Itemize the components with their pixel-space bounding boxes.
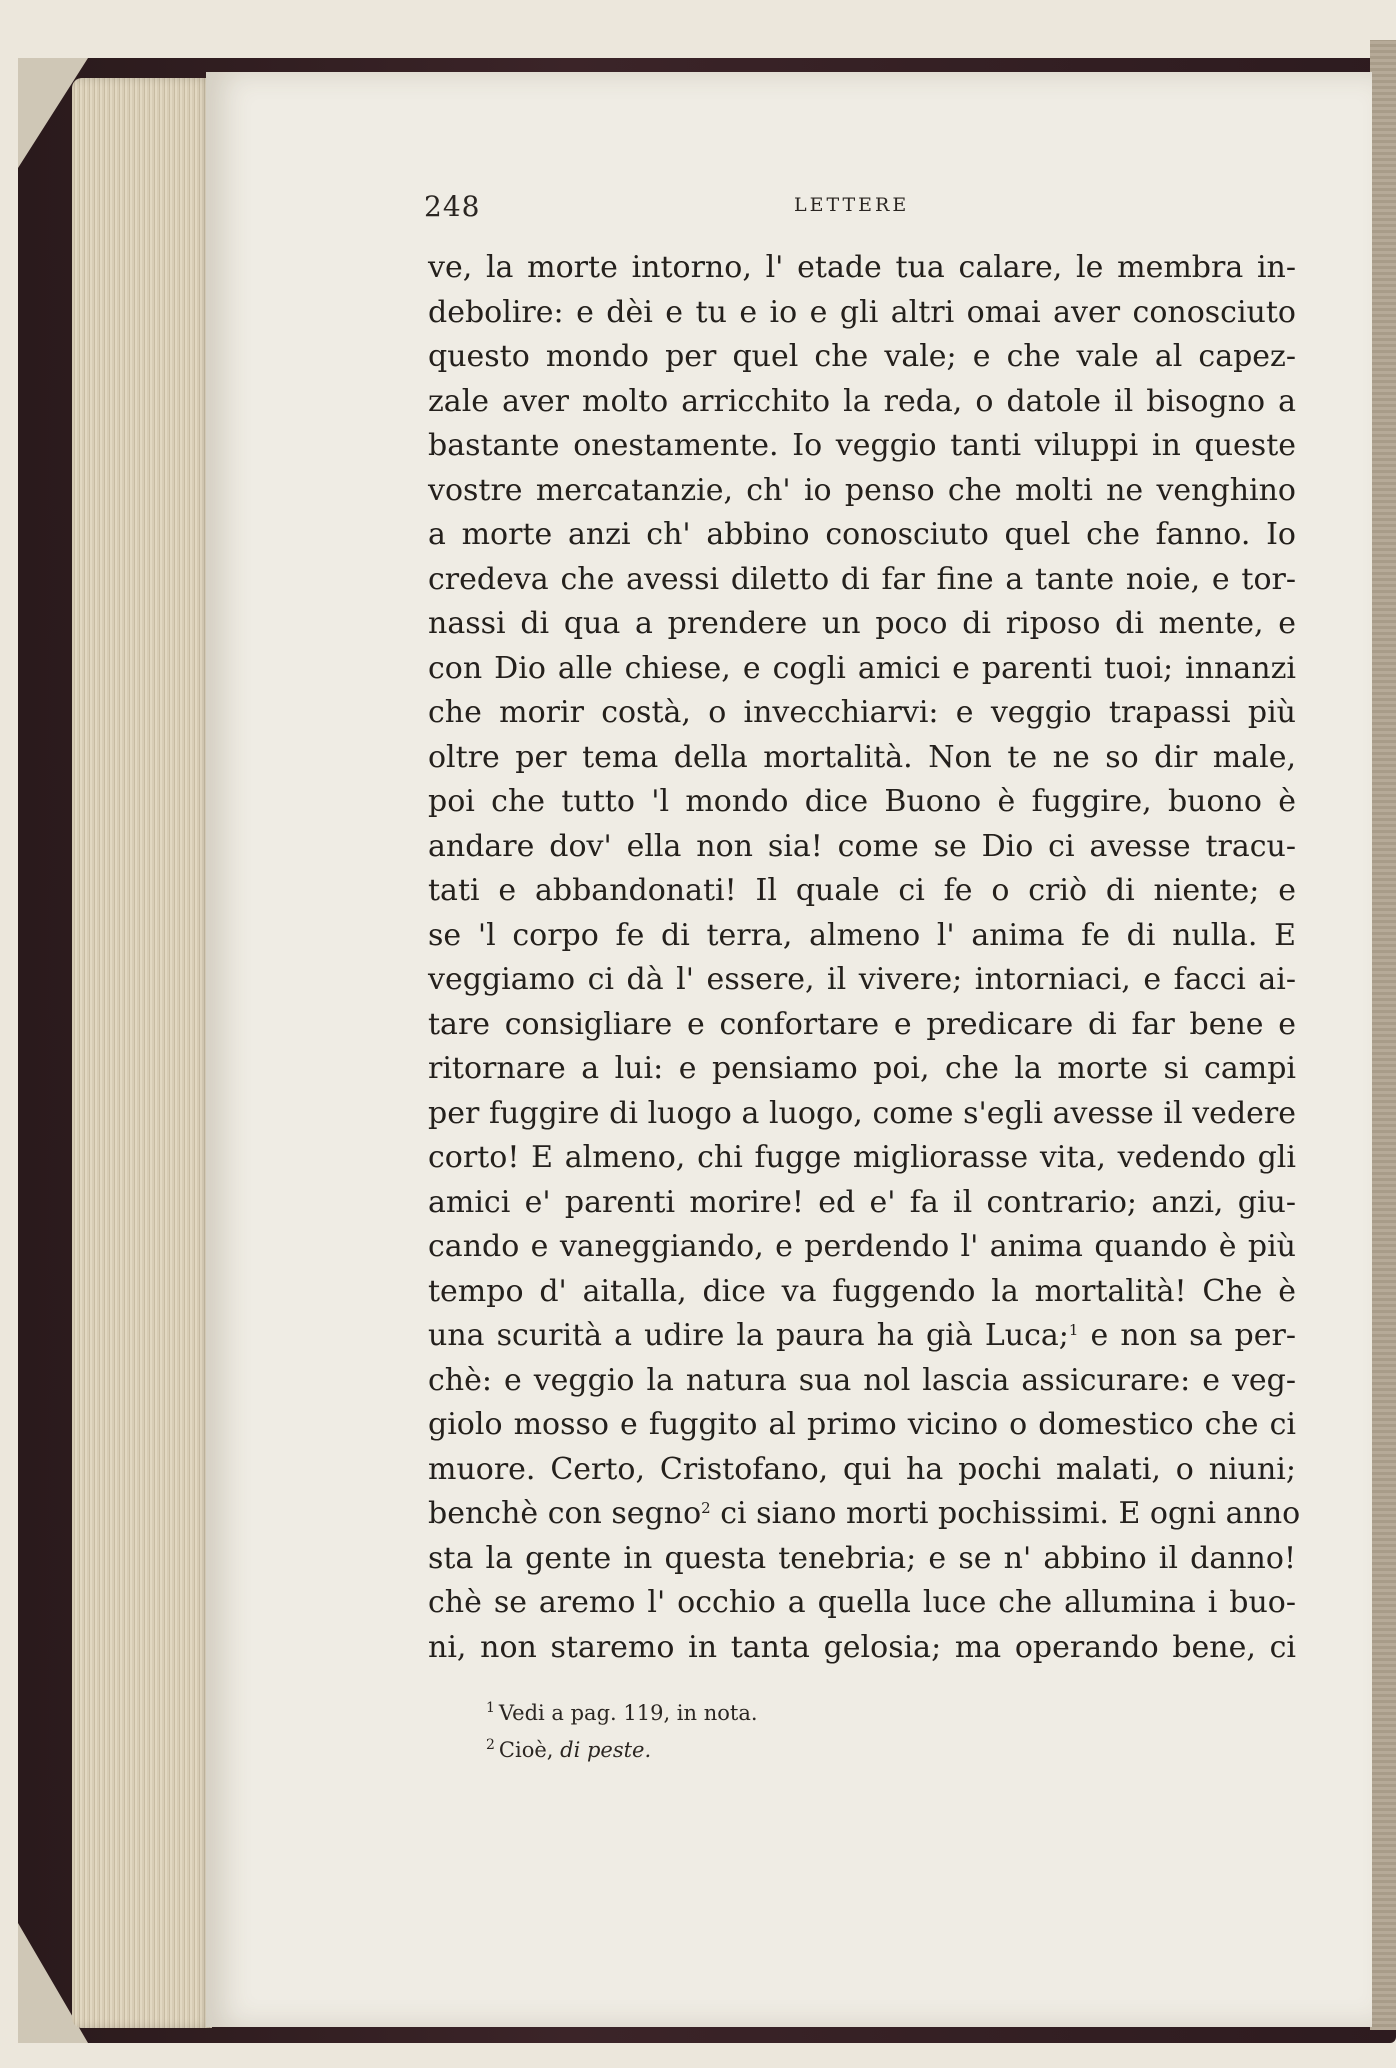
text-line: credeva che avessi diletto di far fine a tante noie, e tor- bbox=[428, 561, 1296, 597]
text-line: amici e' parenti morire! ed e' fa il contrario; anzi, giu- bbox=[428, 1184, 1296, 1220]
line-text: e non sa per- bbox=[1078, 1318, 1296, 1353]
text-line: ritornare a lui: e pensiamo poi, che la morte si campi bbox=[428, 1051, 1296, 1086]
text-line: ve, la morte intorno, l' etade tua calare, le membra in- bbox=[428, 250, 1296, 285]
text-line-with-footnote-ref bbox=[428, 1492, 1301, 1537]
text-line: sta la gente in questa tenebria; e se n' abbino il danno! bbox=[428, 1540, 1296, 1576]
running-title: LETTERE bbox=[794, 194, 910, 216]
text-line: nassi di qua a prendere un poco di riposo di mente, e bbox=[428, 606, 1296, 641]
page-header bbox=[424, 190, 1294, 226]
footnote-2 bbox=[486, 1729, 1186, 1766]
text-line: tare consigliare e confortare e predicare di far bene e bbox=[428, 1006, 1296, 1042]
text-line: giolo mosso e fuggito al primo vicino o domestico che ci bbox=[428, 1407, 1296, 1442]
text-line-with-footnote-ref bbox=[428, 1314, 1296, 1359]
footnote-text: Cioè, bbox=[498, 1738, 561, 1762]
text-line: muore. Certo, Cristofano, qui ha pochi malati, o niuni; bbox=[428, 1451, 1296, 1487]
text-line: andare dov' ella non sia! come se Dio ci avesse tracu- bbox=[428, 828, 1296, 864]
text-line: se 'l corpo fe di terra, almeno l' anima fe di nulla. E bbox=[428, 917, 1296, 953]
body-text bbox=[428, 246, 1301, 1670]
page-edges bbox=[72, 78, 212, 2028]
footnote-italic-text: di peste. bbox=[560, 1738, 652, 1762]
text-line: che morir costà, o invecchiarvi: e veggio trapassi più bbox=[428, 695, 1296, 730]
text-line: tempo d' aitalla, dice va fuggendo la mortalità! Che è bbox=[428, 1273, 1296, 1309]
text-line: chè: e veggio la natura sua nol lascia assicurare: e veg- bbox=[428, 1362, 1296, 1398]
text-line: debolire: e dèi e tu e io e gli altri omai aver conosciuto bbox=[428, 294, 1296, 330]
text-line: per fuggire di luogo a luogo, come s'egli avesse il vedere bbox=[428, 1095, 1296, 1131]
text-line: veggiamo ci dà l' essere, il vivere; intorniaci, e facci ai- bbox=[428, 962, 1296, 997]
text-line: ni, non staremo in tanta gelosia; ma operando bene, ci bbox=[428, 1629, 1296, 1665]
footnote-1 bbox=[486, 1692, 1186, 1729]
footnote-text: Vedi a pag. 119, in nota. bbox=[498, 1701, 758, 1725]
footnote-ref-2: 2 bbox=[701, 1499, 711, 1517]
text-line: zale aver molto arricchito la reda, o datole il bisogno a bbox=[428, 383, 1296, 419]
line-text: ci siano morti pochissimi. E ogni anno bbox=[710, 1496, 1301, 1531]
text-line: vostre mercatanzie, ch' io penso che molti ne venghino bbox=[428, 472, 1296, 508]
text-line: con Dio alle chiese, e cogli amici e parenti tuoi; innanzi bbox=[428, 650, 1296, 686]
footnote-marker: 2 bbox=[486, 1737, 495, 1753]
text-line: oltre per tema della mortalità. Non te ne so dir male, bbox=[428, 739, 1296, 775]
text-line: poi che tutto 'l mondo dice Buono è fuggire, buono è bbox=[428, 784, 1296, 819]
footnote-ref-1: 1 bbox=[1068, 1321, 1079, 1339]
text-line: bastante onestamente. Io veggio tanti viluppi in queste bbox=[428, 428, 1296, 463]
text-line: a morte anzi ch' abbino conosciuto quel che fanno. Io bbox=[428, 517, 1296, 552]
text-line: tati e abbandonati! Il quale ci fe o criò di niente; e bbox=[428, 873, 1296, 908]
footnotes bbox=[486, 1692, 1186, 1766]
text-line: chè se aremo l' occhio a quella luce che allumina i buo- bbox=[428, 1585, 1296, 1620]
page-number: 248 bbox=[424, 190, 481, 223]
line-text: una scurità a udire la paura ha già Luca; bbox=[428, 1318, 1069, 1353]
text-line: cando e vaneggiando, e perdendo l' anima quando è più bbox=[428, 1229, 1296, 1264]
text-line: corto! E almeno, chi fugge migliorasse vita, vedendo gli bbox=[428, 1140, 1296, 1175]
footnote-marker: 1 bbox=[486, 1700, 495, 1716]
line-text: benchè con segno bbox=[428, 1496, 702, 1531]
text-line: questo mondo per quel che vale; e che vale al capez- bbox=[428, 339, 1296, 374]
cover-cloth-edge bbox=[1370, 40, 1396, 2030]
